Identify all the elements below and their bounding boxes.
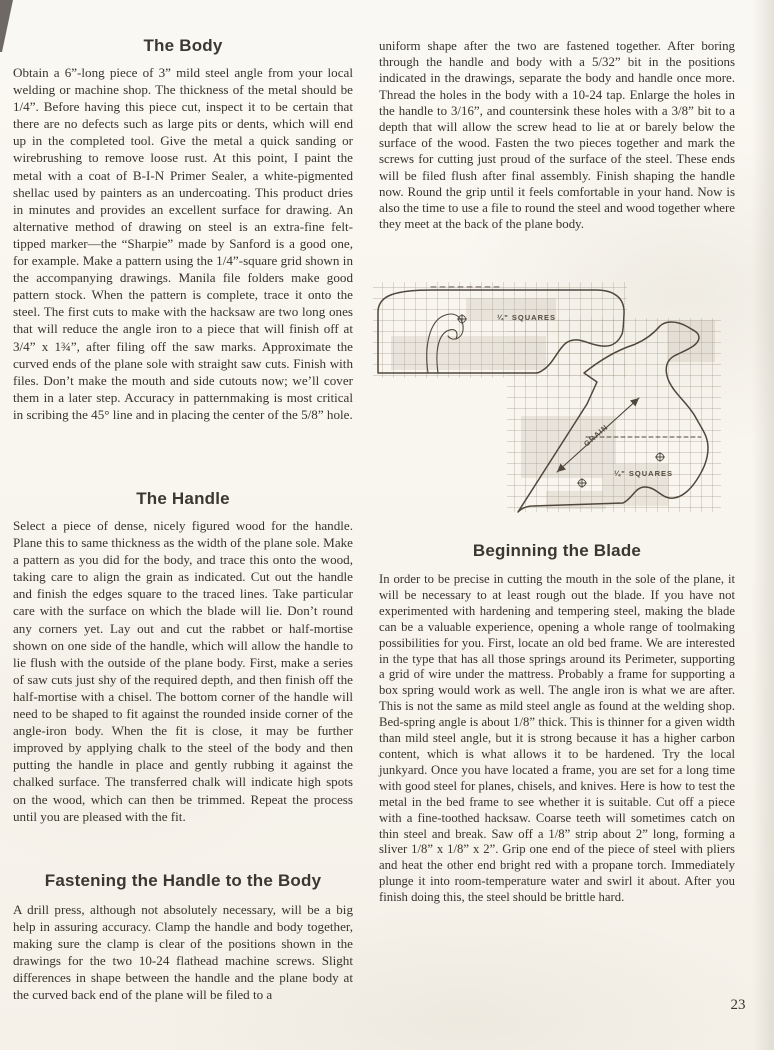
- paragraph-beginning-the-blade: In order to be precise in cutting the mouth in the sole of the plane, it will be necessary to at least rough out the blade. If you have not experimented with hardening and tempering steel, making the blade can be a valuable experience, opening a whole range of toolmaking possibilities for you. First, locate an old bed frame. We are interested in the type that has all those springs around its Perimeter, supporting a grid of wire under the mattress. Probably a frame for supporting a box spring would work as well. The angle iron is what we are after. This is not the same as mild steel angle as found at the welding shop. Bed-spring angle is about 1/8” thick. This is thinner for a given width than mild steel angle, but it is strong because it has a higher carbon content, which is what allows it to be hardened. Try the local junkyard. Once you have located a frame, you are set for a long time with good steel for planes, chisels, and knives. Here is how to test the metal in the bed frame to see whether it is suitable. Cut off a piece with a fine-toothed hacksaw. Coarse teeth will sometimes catch on thin steel and break. Saw off a 1/8” strip about 2” long, forming a sliver 1/8” x 1/8” x 2”. Grip one end of the piece of steel with pliers and heat the other end bright red with a propane torch. Immediately plunge it into room-temperature water and swirl it about. After you finish doing this, the steel should be brittle hard.: [379, 572, 735, 905]
- body-grid-label: ¼" SQUARES: [497, 313, 556, 322]
- paragraph-the-handle: Select a piece of dense, nicely figured wood for the handle. Plane this to same thickness as the width of the plane sole. Make a pattern as you did for the body, and trace this onto the wood, taking care to align the grain as indicated. Cut out the handle and finish the edges square to the traced lines. Take particular care with the surface on which the blade will lie. Don’t round any corners yet. Lay out and cut the rabbet or half-mortise shown on one side of the handle, which will allow the handle to lie flush with the outside of the plane body. First, make a series of saw cuts just shy of the required depth, and then finish off the half-mortise with a chisel. The bottom corner of the handle will need to be shaped to fit against the rounded inside corner of the angle-iron body. When the fit is close, it may be further improved by applying chalk to the steel of the body and then putting the handle in place and gently rubbing it against the chalked surface. The transferred chalk will indicate high spots on the wood, which can then be trimmed. Repeat the process until you are pleased with the fit.: [13, 518, 353, 824]
- paragraph-fastening: A drill press, although not absolutely necessary, will be a big help in assuring accuracy. Clamp the handle and body together, making sure the clamp is clear of the positions shown in the drawings for the two 10-24 flathead machine screws. Slight differences in shape between the handle and the plane body at the curved back end of the plane will be filed to a: [13, 902, 353, 1003]
- handle-grid-label: ¼" SQUARES: [614, 469, 673, 478]
- section-heading-fastening: Fastening the Handle to the Body: [44, 871, 322, 890]
- paragraph-continuation: uniform shape after the two are fastened together. After boring through the handle and body with a 5/32” bit in the positions indicated in the drawings, separate the body and handle once more. Thread the holes in the body with a 10-24 tap. Enlarge the holes in the handle to 3/16”, and countersink these holes with a 3/8” bit to a depth that will allow the screw head to lie at or barely below the surface of the wood. Fasten the two pieces together and mark the screws for cutting just proud of the surface of the steel. These ends will be filed flush after final assembly. Finish shaping the handle now. Round the grip until it feels comfortable in your hand. Now is also the time to use a file to round the steel and wood together where they meet at the back of the plane body.: [379, 39, 735, 232]
- grain-label: GRAIN: [581, 422, 610, 449]
- paragraph-the-body: Obtain a 6”-long piece of 3” mild steel angle from your local welding or machine shop. The thickness of the metal should be 1/4”. Before having this piece cut, inspect it to be certain that there are no defects such as large pits or dents, which will end up in the completed tool. Give the metal a quick sanding or wirebrushing to remove loose rust. At this point, I paint the metal with a coat of B-I-N Primer Sealer, a white-pigmented shellac used by painters as an undercoating. This product dries in minutes and provides an excellent surface for drawing. An alternative method of drawing on steel is an extra-fine felt-tipped marker—the “Sharpie” made by Sanford is a good one, for example. Make a pattern using the 1/4”-square grid shown in the accompanying drawings. Manila file folders make good pattern stock. When the pattern is complete, trace it onto the steel. The first cuts to make with the hacksaw are two long ones that will reduce the angle iron to a piece that will finish off at 3/4” x 1¾”, after filing off the saw marks. Approximate the curved ends of the plane sole with straight saw cuts. Finish with files. Don’t make the mouth and side cutouts now; we’ll cover them in a later step. Accuracy in patternmaking is most critical in scribing the 45° line and in placing the center of the 5/8” hole.: [13, 65, 353, 422]
- page-number: 23: [730, 997, 746, 1013]
- section-heading-beginning-the-blade: Beginning the Blade: [472, 541, 642, 560]
- section-heading-the-handle: The Handle: [136, 489, 230, 508]
- pattern-drawing-figure: [371, 276, 773, 540]
- section-heading-the-body: The Body: [143, 36, 223, 55]
- plane-pattern-drawing: [371, 276, 773, 540]
